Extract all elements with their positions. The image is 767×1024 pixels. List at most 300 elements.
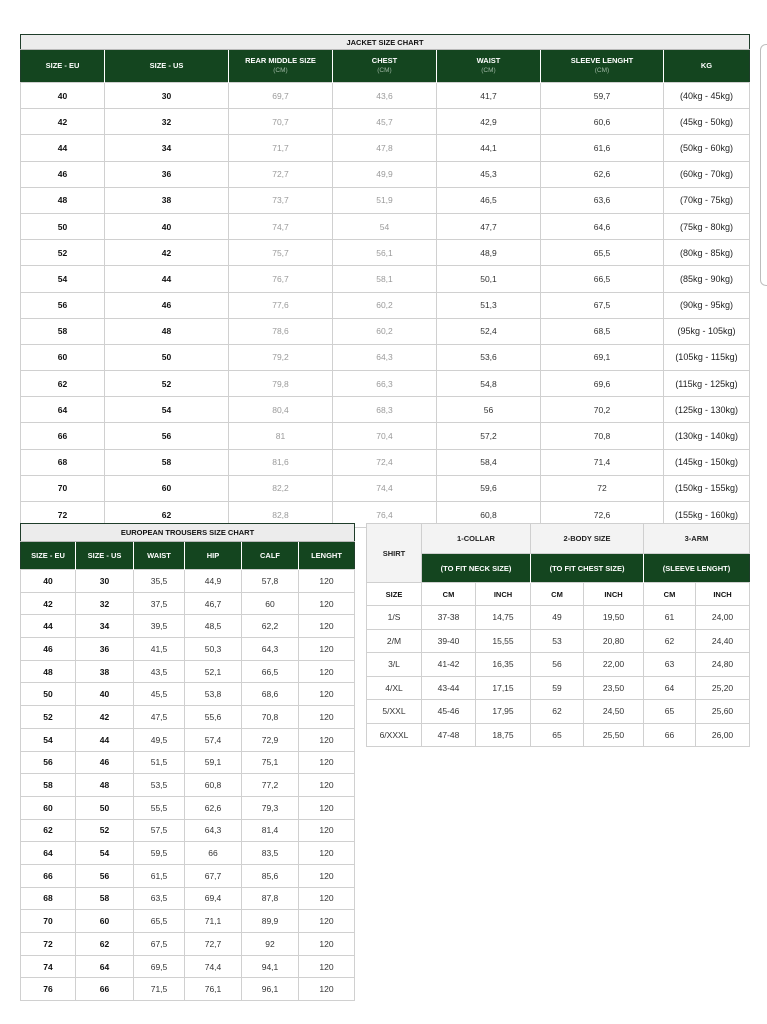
trousers-cell: 54 [76, 842, 134, 865]
trousers-cell: 46 [76, 751, 134, 774]
shirt-cell: 4/XL [367, 676, 422, 700]
jacket-header-sleeve-length [541, 50, 664, 83]
header-label: SLEEVE LENGHT [570, 56, 634, 65]
shirt-cell: 62 [644, 629, 696, 653]
jacket-cell: 42 [105, 240, 229, 266]
jacket-cell: 50 [21, 213, 105, 239]
jacket-cell: 76,4 [333, 502, 437, 528]
trousers-cell: 49,5 [134, 728, 185, 751]
jacket-cell: 64,3 [333, 344, 437, 370]
trousers-cell: 44 [21, 615, 76, 638]
trousers-cell: 38 [76, 660, 134, 683]
trousers-row [21, 570, 355, 593]
shirt-cell: 23,50 [584, 676, 644, 700]
shirt-cell: 25,50 [584, 723, 644, 747]
trousers-cell: 72 [21, 933, 76, 956]
jacket-cell: 69,1 [541, 344, 664, 370]
jacket-cell: 46 [21, 161, 105, 187]
jacket-cell: 80,4 [229, 397, 333, 423]
shirt-col-collar-cm: CM [422, 583, 476, 606]
jacket-cell: 72,7 [229, 161, 333, 187]
jacket-cell: 71,7 [229, 135, 333, 161]
trousers-cell: 120 [299, 978, 355, 1001]
trousers-cell: 56 [21, 751, 76, 774]
trousers-cell: 45,5 [134, 683, 185, 706]
jacket-cell: 41,7 [437, 83, 541, 109]
jacket-cell: 57,2 [437, 423, 541, 449]
jacket-cell: 70,2 [541, 397, 664, 423]
trousers-cell: 67,7 [185, 864, 242, 887]
jacket-cell: 51,9 [333, 187, 437, 213]
trousers-cell: 76 [21, 978, 76, 1001]
trousers-table-body [21, 570, 355, 1001]
shirt-label: SHIRT [367, 524, 422, 583]
jacket-cell: 62 [21, 371, 105, 397]
jacket-cell: 47,7 [437, 213, 541, 239]
jacket-cell: 56 [105, 423, 229, 449]
shirt-cell: 20,80 [584, 629, 644, 653]
trousers-cell: 58 [76, 887, 134, 910]
trousers-cell: 120 [299, 638, 355, 661]
trousers-cell: 83,5 [242, 842, 299, 865]
jacket-cell: (115kg - 125kg) [664, 371, 750, 397]
trousers-row [21, 660, 355, 683]
shirt-cell: 25,20 [696, 676, 750, 700]
jacket-cell: 42,9 [437, 109, 541, 135]
jacket-cell: 58 [21, 318, 105, 344]
shirt-cell: 56 [531, 653, 584, 677]
jacket-cell: 56 [21, 292, 105, 318]
jacket-cell: 79,8 [229, 371, 333, 397]
side-panel-frame [760, 44, 767, 286]
shirt-row [367, 653, 750, 677]
jacket-cell: 68 [21, 449, 105, 475]
jacket-cell: (130kg - 140kg) [664, 423, 750, 449]
trousers-cell: 43,5 [134, 660, 185, 683]
jacket-row [21, 240, 750, 266]
jacket-cell: 66,3 [333, 371, 437, 397]
shirt-col-arm-inch: INCH [696, 583, 750, 606]
jacket-cell: 49,9 [333, 161, 437, 187]
shirt-cell: 14,75 [476, 606, 531, 630]
jacket-cell: 60 [21, 344, 105, 370]
shirt-cell: 18,75 [476, 723, 531, 747]
trousers-cell: 48 [76, 774, 134, 797]
jacket-cell: (95kg - 105kg) [664, 318, 750, 344]
trousers-cell: 74,4 [185, 955, 242, 978]
trousers-cell: 57,8 [242, 570, 299, 593]
trousers-cell: 120 [299, 864, 355, 887]
jacket-cell: 63,6 [541, 187, 664, 213]
trousers-row [21, 774, 355, 797]
jacket-row [21, 423, 750, 449]
jacket-cell: 54 [21, 266, 105, 292]
shirt-cell: 25,60 [696, 700, 750, 724]
trousers-cell: 120 [299, 751, 355, 774]
trousers-cell: 75,1 [242, 751, 299, 774]
jacket-cell: 82,2 [229, 475, 333, 501]
trousers-cell: 66 [21, 864, 76, 887]
jacket-cell: 43,6 [333, 83, 437, 109]
shirt-col-arm-cm: CM [644, 583, 696, 606]
trousers-cell: 64 [21, 842, 76, 865]
jacket-cell: 75,7 [229, 240, 333, 266]
trousers-cell: 52 [76, 819, 134, 842]
shirt-cell: 47-48 [422, 723, 476, 747]
shirt-cell: 24,50 [584, 700, 644, 724]
jacket-cell: 79,2 [229, 344, 333, 370]
trousers-cell: 59,1 [185, 751, 242, 774]
trousers-cell: 92 [242, 933, 299, 956]
shirt-col-body-cm: CM [531, 583, 584, 606]
shirt-cell: 17,95 [476, 700, 531, 724]
trousers-cell: 120 [299, 615, 355, 638]
jacket-cell: 46,5 [437, 187, 541, 213]
trousers-row [21, 955, 355, 978]
shirt-subtitle-chest: (TO FIT CHEST SIZE) [531, 554, 644, 583]
trousers-cell: 120 [299, 774, 355, 797]
trousers-cell: 34 [76, 615, 134, 638]
shirt-group-arm: 3-ARM [644, 524, 750, 554]
trousers-cell: 50 [76, 796, 134, 819]
trousers-cell: 60 [76, 910, 134, 933]
trousers-cell: 120 [299, 887, 355, 910]
shirt-row [367, 676, 750, 700]
trousers-cell: 63,5 [134, 887, 185, 910]
jacket-cell: (150kg - 155kg) [664, 475, 750, 501]
trousers-row [21, 842, 355, 865]
jacket-cell: 56,1 [333, 240, 437, 266]
trousers-cell: 52,1 [185, 660, 242, 683]
jacket-cell: (90kg - 95kg) [664, 292, 750, 318]
trousers-cell: 76,1 [185, 978, 242, 1001]
shirt-cell: 3/L [367, 653, 422, 677]
jacket-cell: (85kg - 90kg) [664, 266, 750, 292]
jacket-cell: 60,2 [333, 292, 437, 318]
jacket-cell: 59,7 [541, 83, 664, 109]
trousers-cell: 71,1 [185, 910, 242, 933]
jacket-cell: 64 [21, 397, 105, 423]
jacket-cell: 60 [105, 475, 229, 501]
shirt-cell: 43-44 [422, 676, 476, 700]
jacket-cell: 60,2 [333, 318, 437, 344]
shirt-cell: 24,80 [696, 653, 750, 677]
jacket-header-kg [664, 50, 750, 83]
trousers-cell: 68 [21, 887, 76, 910]
jacket-cell: 50 [105, 344, 229, 370]
shirt-row [367, 606, 750, 630]
trousers-cell: 56 [76, 864, 134, 887]
shirt-size-chart [366, 523, 750, 747]
trousers-cell: 120 [299, 842, 355, 865]
jacket-cell: 81,6 [229, 449, 333, 475]
trousers-cell: 66,5 [242, 660, 299, 683]
trousers-cell: 120 [299, 660, 355, 683]
jacket-cell: (145kg - 150kg) [664, 449, 750, 475]
jacket-cell: 69,7 [229, 83, 333, 109]
trousers-size-chart [20, 523, 355, 1001]
jacket-cell: 34 [105, 135, 229, 161]
jacket-cell: 44 [105, 266, 229, 292]
jacket-row [21, 161, 750, 187]
trousers-chart-title: EUROPEAN TROUSERS SIZE CHART [21, 524, 355, 542]
jacket-cell: 67,5 [541, 292, 664, 318]
jacket-cell: 52,4 [437, 318, 541, 344]
trousers-cell: 40 [76, 683, 134, 706]
trousers-cell: 53,8 [185, 683, 242, 706]
trousers-row [21, 819, 355, 842]
trousers-row [21, 706, 355, 729]
trousers-cell: 65,5 [134, 910, 185, 933]
trousers-cell: 60 [21, 796, 76, 819]
trousers-cell: 59,5 [134, 842, 185, 865]
shirt-group-body-size: 2-BODY SIZE [531, 524, 644, 554]
jacket-cell: 36 [105, 161, 229, 187]
jacket-row [21, 213, 750, 239]
trousers-cell: 70,8 [242, 706, 299, 729]
trousers-cell: 120 [299, 796, 355, 819]
trousers-cell: 69,4 [185, 887, 242, 910]
trousers-cell: 40 [21, 570, 76, 593]
trousers-cell: 66 [185, 842, 242, 865]
jacket-cell: 82,8 [229, 502, 333, 528]
jacket-cell: 70,4 [333, 423, 437, 449]
trousers-cell: 74 [21, 955, 76, 978]
jacket-cell: 73,7 [229, 187, 333, 213]
trousers-cell: 42 [21, 592, 76, 615]
jacket-cell: 52 [21, 240, 105, 266]
trousers-cell: 48 [21, 660, 76, 683]
jacket-cell: (70kg - 75kg) [664, 187, 750, 213]
jacket-cell: 54,8 [437, 371, 541, 397]
trousers-cell: 64,3 [242, 638, 299, 661]
trousers-cell: 64 [76, 955, 134, 978]
jacket-cell: 70,7 [229, 109, 333, 135]
jacket-cell: 69,6 [541, 371, 664, 397]
trousers-cell: 54 [21, 728, 76, 751]
trousers-cell: 46,7 [185, 592, 242, 615]
jacket-cell: 59,6 [437, 475, 541, 501]
header-unit: (CM) [481, 67, 496, 74]
jacket-cell: 71,4 [541, 449, 664, 475]
jacket-cell: 60,8 [437, 502, 541, 528]
jacket-cell: 60,6 [541, 109, 664, 135]
shirt-cell: 24,40 [696, 629, 750, 653]
header-label: SIZE - EU [45, 61, 80, 70]
jacket-cell: 48 [21, 187, 105, 213]
trousers-cell: 47,5 [134, 706, 185, 729]
shirt-cell: 65 [531, 723, 584, 747]
jacket-cell: 61,6 [541, 135, 664, 161]
jacket-header-chest [333, 50, 437, 83]
trousers-cell: 120 [299, 570, 355, 593]
trousers-cell: 70 [21, 910, 76, 933]
jacket-cell: 72 [21, 502, 105, 528]
trousers-cell: 52 [21, 706, 76, 729]
trousers-header-length: LENGHT [299, 542, 355, 570]
shirt-cell: 45-46 [422, 700, 476, 724]
jacket-cell: 72,4 [333, 449, 437, 475]
jacket-cell: 62,6 [541, 161, 664, 187]
jacket-cell: (105kg - 115kg) [664, 344, 750, 370]
jacket-cell: 53,6 [437, 344, 541, 370]
header-unit: (CM) [377, 67, 392, 74]
shirt-cell: 53 [531, 629, 584, 653]
trousers-cell: 96,1 [242, 978, 299, 1001]
shirt-cell: 63 [644, 653, 696, 677]
trousers-row [21, 796, 355, 819]
shirt-cell: 59 [531, 676, 584, 700]
trousers-cell: 50,3 [185, 638, 242, 661]
trousers-cell: 35,5 [134, 570, 185, 593]
jacket-row [21, 344, 750, 370]
trousers-header-size-eu: SIZE - EU [21, 542, 76, 570]
shirt-cell: 26,00 [696, 723, 750, 747]
jacket-cell: 66 [21, 423, 105, 449]
trousers-cell: 30 [76, 570, 134, 593]
trousers-cell: 72,7 [185, 933, 242, 956]
trousers-cell: 81,4 [242, 819, 299, 842]
trousers-cell: 37,5 [134, 592, 185, 615]
trousers-cell: 69,5 [134, 955, 185, 978]
trousers-cell: 94,1 [242, 955, 299, 978]
trousers-cell: 57,4 [185, 728, 242, 751]
trousers-cell: 36 [76, 638, 134, 661]
trousers-header-calf: CALF [242, 542, 299, 570]
jacket-cell: 40 [21, 83, 105, 109]
shirt-col-body-inch: INCH [584, 583, 644, 606]
jacket-row [21, 187, 750, 213]
jacket-header-size-eu [21, 50, 105, 83]
shirt-subtitle-neck: (TO FIT NECK SIZE) [422, 554, 531, 583]
jacket-cell: 45,7 [333, 109, 437, 135]
trousers-row [21, 683, 355, 706]
jacket-cell: 46 [105, 292, 229, 318]
jacket-cell: (75kg - 80kg) [664, 213, 750, 239]
jacket-cell: 54 [105, 397, 229, 423]
jacket-cell: 30 [105, 83, 229, 109]
trousers-cell: 46 [21, 638, 76, 661]
trousers-row [21, 864, 355, 887]
jacket-row [21, 475, 750, 501]
jacket-cell: 52 [105, 371, 229, 397]
trousers-cell: 120 [299, 819, 355, 842]
jacket-row [21, 371, 750, 397]
shirt-cell: 64 [644, 676, 696, 700]
trousers-cell: 39,5 [134, 615, 185, 638]
jacket-cell: 47,8 [333, 135, 437, 161]
jacket-cell: 58,1 [333, 266, 437, 292]
jacket-chart-title: JACKET SIZE CHART [21, 35, 750, 50]
trousers-row [21, 592, 355, 615]
trousers-cell: 60 [242, 592, 299, 615]
jacket-header-size-us [105, 50, 229, 83]
jacket-cell: 81 [229, 423, 333, 449]
jacket-cell: 54 [333, 213, 437, 239]
trousers-row [21, 910, 355, 933]
trousers-row [21, 751, 355, 774]
jacket-cell: 32 [105, 109, 229, 135]
trousers-cell: 120 [299, 910, 355, 933]
trousers-cell: 58 [21, 774, 76, 797]
jacket-cell: (125kg - 130kg) [664, 397, 750, 423]
header-label: CHEST [371, 56, 398, 65]
shirt-group-collar: 1-COLLAR [422, 524, 531, 554]
trousers-cell: 55,5 [134, 796, 185, 819]
trousers-cell: 51,5 [134, 751, 185, 774]
jacket-row [21, 449, 750, 475]
jacket-cell: 78,6 [229, 318, 333, 344]
shirt-cell: 22,00 [584, 653, 644, 677]
jacket-cell: (45kg - 50kg) [664, 109, 750, 135]
trousers-cell: 60,8 [185, 774, 242, 797]
trousers-cell: 42 [76, 706, 134, 729]
jacket-cell: (40kg - 45kg) [664, 83, 750, 109]
trousers-cell: 77,2 [242, 774, 299, 797]
jacket-row [21, 135, 750, 161]
jacket-cell: 38 [105, 187, 229, 213]
shirt-cell: 15,55 [476, 629, 531, 653]
jacket-header-rear-middle-size [229, 50, 333, 83]
trousers-cell: 48,5 [185, 615, 242, 638]
jacket-row [21, 318, 750, 344]
jacket-cell: 74,7 [229, 213, 333, 239]
jacket-cell: 45,3 [437, 161, 541, 187]
trousers-row [21, 615, 355, 638]
shirt-cell: 61 [644, 606, 696, 630]
jacket-cell: 50,1 [437, 266, 541, 292]
trousers-cell: 50 [21, 683, 76, 706]
shirt-cell: 49 [531, 606, 584, 630]
trousers-cell: 120 [299, 728, 355, 751]
trousers-cell: 32 [76, 592, 134, 615]
jacket-cell: (60kg - 70kg) [664, 161, 750, 187]
jacket-cell: (80kg - 85kg) [664, 240, 750, 266]
trousers-cell: 120 [299, 683, 355, 706]
trousers-cell: 120 [299, 592, 355, 615]
trousers-cell: 53,5 [134, 774, 185, 797]
trousers-cell: 120 [299, 706, 355, 729]
trousers-row [21, 933, 355, 956]
trousers-cell: 62,2 [242, 615, 299, 638]
shirt-cell: 24,00 [696, 606, 750, 630]
jacket-cell: 48,9 [437, 240, 541, 266]
jacket-row [21, 397, 750, 423]
shirt-cell: 39-40 [422, 629, 476, 653]
shirt-cell: 6/XXXL [367, 723, 422, 747]
jacket-cell: 44 [21, 135, 105, 161]
trousers-cell: 62 [76, 933, 134, 956]
jacket-cell: 70,8 [541, 423, 664, 449]
trousers-cell: 66 [76, 978, 134, 1001]
shirt-row [367, 700, 750, 724]
jacket-header-waist [437, 50, 541, 83]
trousers-cell: 62 [21, 819, 76, 842]
trousers-cell: 120 [299, 955, 355, 978]
jacket-cell: 48 [105, 318, 229, 344]
shirt-table-body [367, 606, 750, 747]
shirt-cell: 37-38 [422, 606, 476, 630]
trousers-cell: 85,6 [242, 864, 299, 887]
shirt-cell: 1/S [367, 606, 422, 630]
header-label: KG [700, 61, 713, 70]
shirt-subtitle-sleeve: (SLEEVE LENGHT) [644, 554, 750, 583]
jacket-cell: 70 [21, 475, 105, 501]
jacket-cell: (50kg - 60kg) [664, 135, 750, 161]
trousers-header-waist: WAIST [134, 542, 185, 570]
trousers-cell: 120 [299, 933, 355, 956]
trousers-row [21, 638, 355, 661]
